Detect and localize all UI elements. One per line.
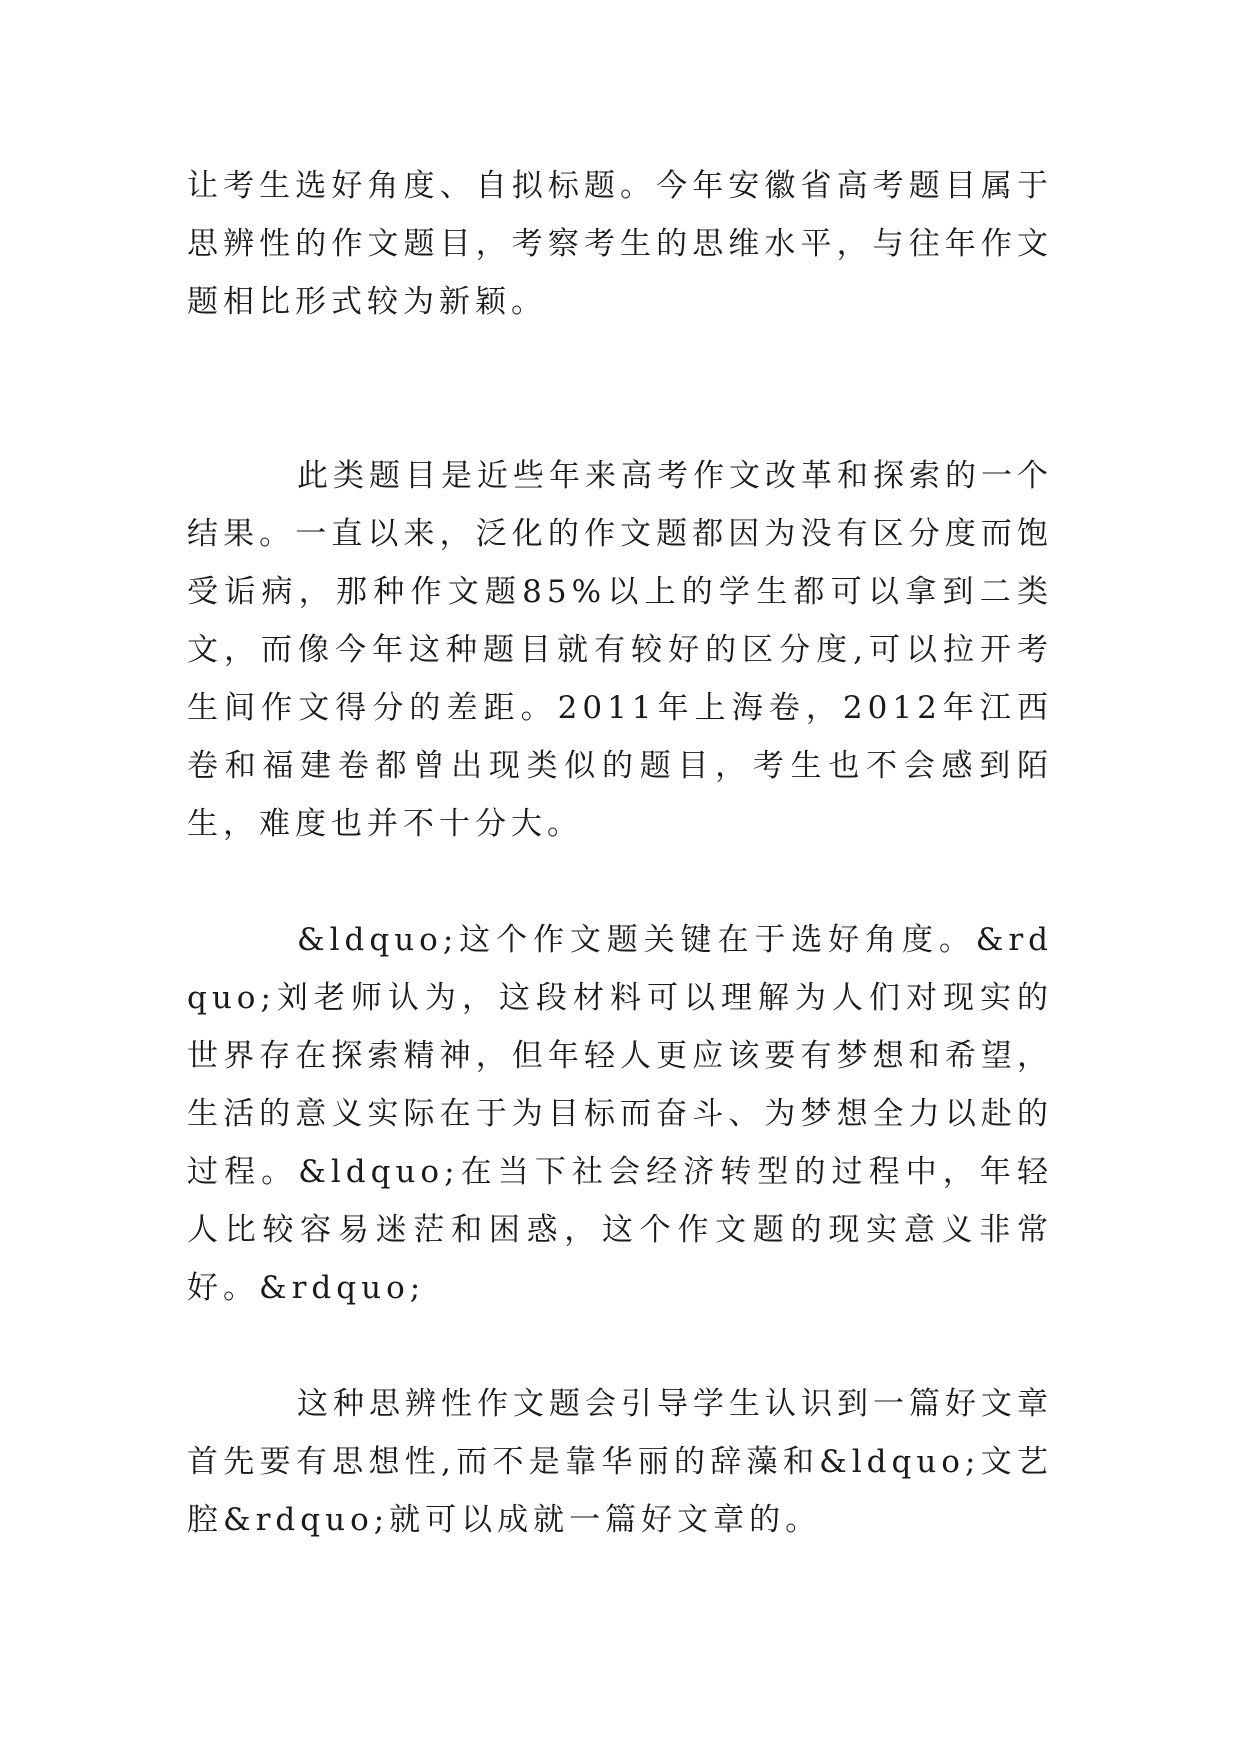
body-paragraph: &ldquo;这个作文题关键在于选好角度。&rdquo;刘老师认为，这段材料可以理解为人们对现实的世界存在探索精神，但年轻人更应该要有梦想和希望，生活的意义实际在于为目标而奋斗、为梦想全力以赴的过程。&ldquo;在当下社会经济转型的过程中，年轻人比较容易迷茫和困惑，这个作文题的现实意义非常好。&rdquo; xyxy=(187,922,1053,1306)
body-paragraph: 这种思辨性作文题会引导学生认识到一篇好文章首先要有思想性,而不是靠华丽的辞藻和&ldquo;文艺腔&rdquo;就可以成就一篇好文章的。 xyxy=(187,1386,1053,1538)
body-paragraph: 让考生选好角度、自拟标题。今年安徽省高考题目属于思辨性的作文题目，考察考生的思维水平，与往年作文题相比形式较为新颖。 xyxy=(187,168,1053,320)
body-paragraph: 此类题目是近些年来高考作文改革和探索的一个结果。一直以来，泛化的作文题都因为没有区分度而饱受诟病，那种作文题85%以上的学生都可以拿到二类文，而像今年这种题目就有较好的区分度,可以拉开考生间作文得分的差距。2011年上海卷，2012年江西卷和福建卷都曾出现类似的题目，考生也不会感到陌生，难度也并不十分大。 xyxy=(187,458,1053,842)
